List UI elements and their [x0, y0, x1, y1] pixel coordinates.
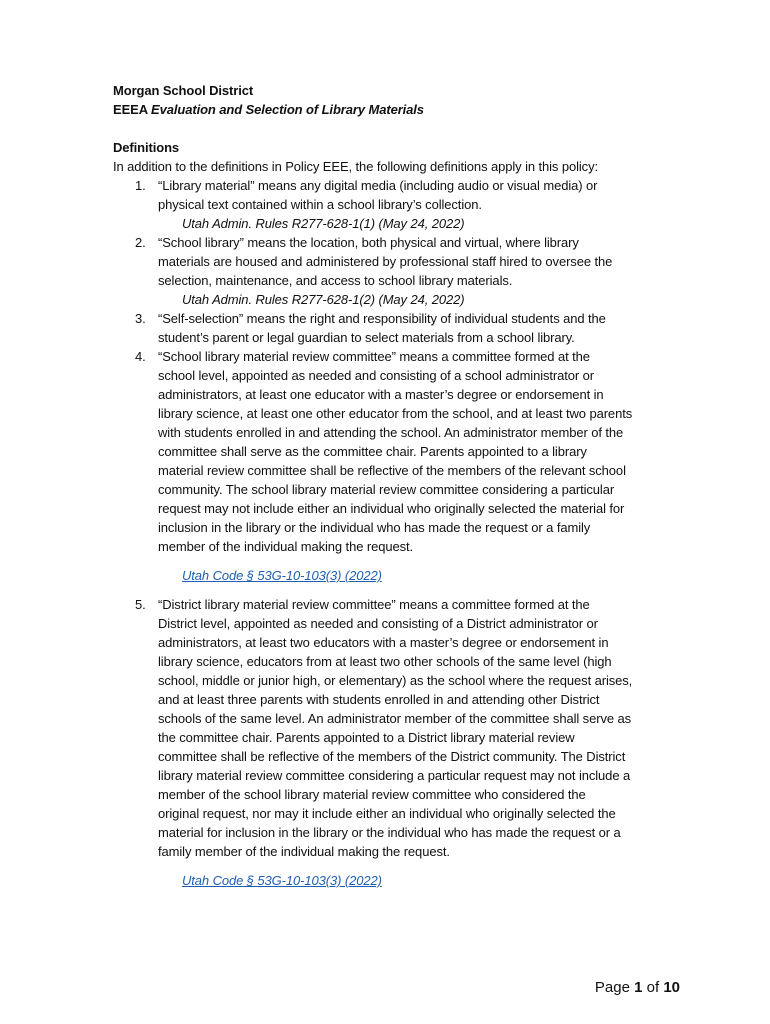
definition-text-line: original request, nor may it include either an individual who originally selected the [158, 806, 616, 821]
definition-number: 4. [135, 349, 146, 364]
section-intro: In addition to the definitions in Policy EEE, the following definitions apply in this policy: [113, 159, 598, 174]
definition-text-line: “District library material review committee” means a committee formed at the [158, 597, 590, 612]
section-heading: Definitions [113, 140, 180, 155]
definition-text-line: administrators, at least one educator with a master’s degree or endorsement in [158, 387, 604, 402]
definition-item [113, 309, 683, 347]
page-total: 10 [663, 979, 680, 996]
definition-item [113, 233, 683, 309]
definition-text-line: “Library material” means any digital media (including audio or visual media) or [158, 178, 598, 193]
policy-title-text: Evaluation and Selection of Library Materials [151, 102, 424, 117]
definition-text-line: student’s parent or legal guardian to select materials from a school library. [158, 330, 575, 345]
definition-number: 1. [135, 178, 146, 193]
utah-code-link[interactable]: Utah Code § 53G-10-103(3) (2022) [182, 568, 382, 583]
definition-number: 5. [135, 597, 146, 612]
definition-text-line: inclusion in the library or the individual who has made the request or a family [158, 520, 591, 535]
definition-text-line: member of the school library material review committee who considered the [158, 787, 586, 802]
definition-text-line: committee shall be reflective of the members of the District community. The District [158, 749, 626, 764]
definition-text-line: “School library” means the location, both physical and virtual, where library [158, 235, 579, 250]
citation-link-row [158, 556, 683, 595]
definition-text-line: the committee chair. Parents appointed to a District library material review [158, 730, 575, 745]
document-body [113, 81, 683, 900]
definition-number: 2. [135, 235, 146, 250]
definition-text-line: library science, at least one other educator from the school, and at least two parents [158, 406, 633, 421]
definitions-list [113, 176, 683, 900]
definition-number: 3. [135, 311, 146, 326]
definition-text-line: library science, educators from at least two other schools of the same level (high [158, 654, 612, 669]
page-footer [595, 979, 680, 996]
definition-text-line: physical text contained within a school library’s collection. [158, 197, 482, 212]
definition-text-line: District level, appointed as needed and consisting of a District administrator or [158, 616, 598, 631]
definition-text-line: committee shall serve as the committee chair. Parents appointed to a library [158, 444, 587, 459]
definition-text-line: member of the individual making the request. [158, 539, 414, 554]
definition-text-line: school level, appointed as needed and consisting of a school administrator or [158, 368, 595, 383]
policy-code: EEEA [113, 102, 152, 117]
definition-text-line: family member of the individual making the request. [158, 844, 450, 859]
definition-text-line: administrators, at least two educators with a master’s degree or endorsement in [158, 635, 609, 650]
definition-text-line: school, middle or junior high, or elementary) as the school where the request arises, [158, 673, 633, 688]
definition-item [113, 595, 683, 900]
definition-text-line: “School library material review committee” means a committee formed at the [158, 349, 590, 364]
definition-text-line: “Self-selection” means the right and responsibility of individual students and the [158, 311, 606, 326]
page-current: 1 [634, 979, 643, 996]
definition-text-line: and at least three parents with students enrolled in and attending other District [158, 692, 600, 707]
definition-text-line: materials are housed and administered by professional staff hired to oversee the [158, 254, 613, 269]
citation-link-row [158, 861, 683, 900]
definition-text-line: material for inclusion in the library or the individual who has made the request or a [158, 825, 621, 840]
page-of-label: of [642, 979, 664, 996]
definition-text-line: selection, maintenance, and access to school library materials. [158, 273, 513, 288]
definition-text-line: material review committee shall be reflective of the members of the relevant school [158, 463, 626, 478]
definition-text-line: request may not include either an individual who originally selected the material for [158, 501, 625, 516]
definition-text-line: schools of the same level. An administrator member of the committee shall serve as [158, 711, 632, 726]
definition-text-line: library material review committee considering a particular request may not include a [158, 768, 631, 783]
legal-citation: Utah Admin. Rules R277-628-1(1) (May 24, 2022) [182, 216, 465, 231]
definition-item [113, 347, 683, 595]
utah-code-link[interactable]: Utah Code § 53G-10-103(3) (2022) [182, 873, 382, 888]
policy-title [113, 100, 683, 119]
definition-text-line: with students enrolled in and attending the school. An administrator member of the [158, 425, 624, 440]
spacer [113, 119, 683, 138]
definition-text-line: community. The school library material review committee considering a particular [158, 482, 615, 497]
legal-citation: Utah Admin. Rules R277-628-1(2) (May 24, 2022) [182, 292, 465, 307]
definition-item [113, 176, 683, 233]
page-label: Page [594, 979, 635, 996]
district-name: Morgan School District [113, 83, 254, 98]
